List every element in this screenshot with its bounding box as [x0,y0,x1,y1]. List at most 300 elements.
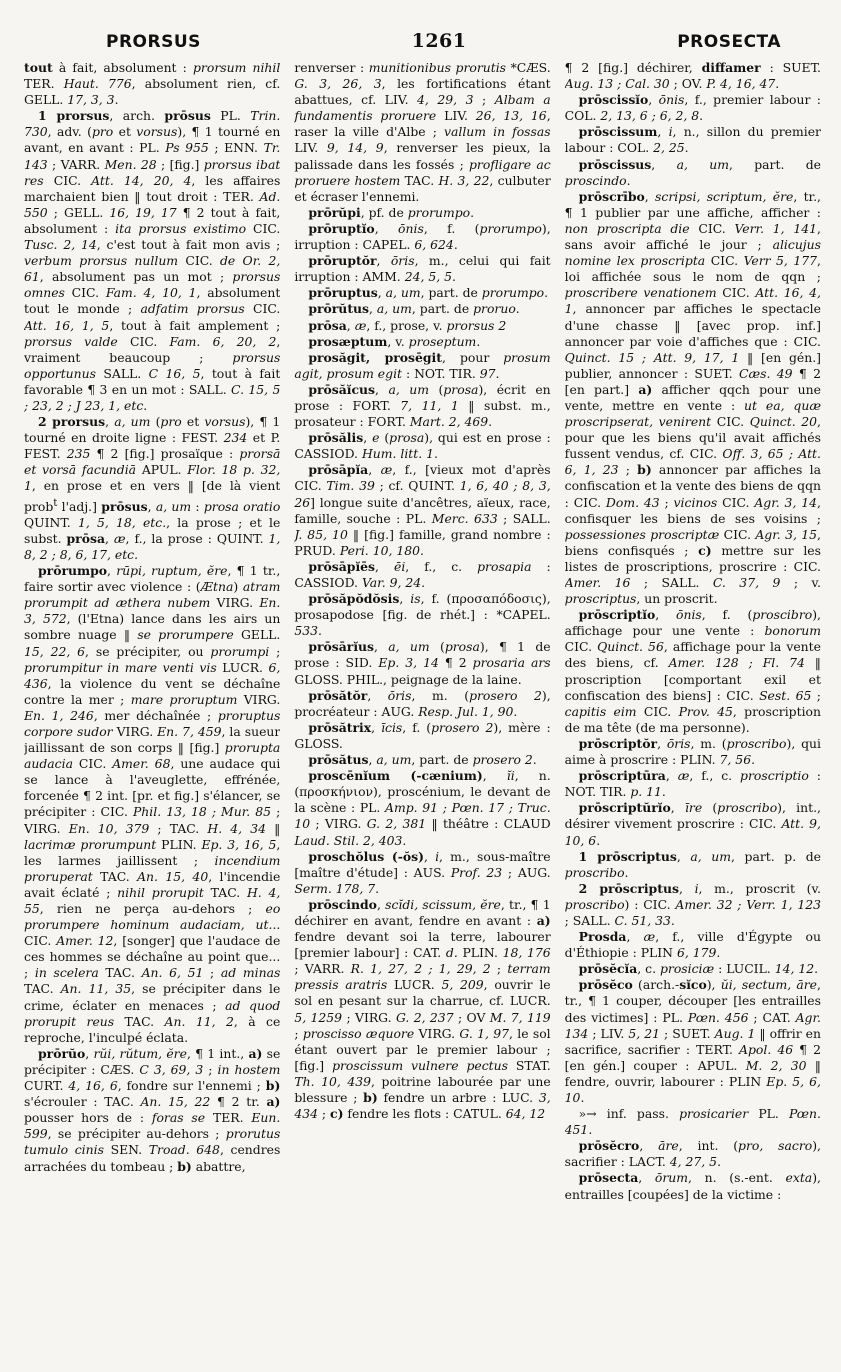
italic-text: pro [91,124,114,140]
entry-text: CIC. [705,253,744,269]
dictionary-entry [294,301,550,317]
italic-text: possessiones proscriptæ [564,526,720,542]
italic-text: Fam. 4, 10, 1 [105,285,197,301]
italic-text: prorumpo [479,220,542,236]
entry-text: , [374,639,389,655]
entry-text: ‖ [266,820,281,836]
entry-text: CIC. [64,285,106,301]
entry-text: GELL. [233,627,281,643]
italic-text: P. 4, 16, 47 [706,76,776,92]
italic-text: prorsus valde [24,333,118,349]
italic-text: 533 [294,623,318,639]
dictionary-entry [565,1138,821,1170]
column-1 [24,60,280,1372]
entry-text: *CÆS. [506,60,551,75]
italic-text: 1, 6, 40 ; 8, 3, 26 [294,478,551,510]
italic-text: H. 3, 22 [438,172,490,188]
dictionary-entry [565,157,821,189]
entry-text: , la sueur jaillissant de son corps ‖ [fig.] [24,723,281,756]
italic-text: G. 1, 97 [459,1025,509,1041]
italic-text: ut ea, quæ proscripserat, venirent [564,397,821,430]
entry-text: ( [379,430,390,446]
headword: prōsĕcro [578,1138,640,1154]
italic-text: Peri. 10, 180 [339,542,420,558]
italic-text: Aug. 1 [714,1025,756,1041]
entry-text: , [147,498,156,514]
italic-text: Quinct. 15 ; Att. 9, 17, 1 [564,349,740,365]
headword: prōsăĭcus [308,381,376,397]
column-3 [565,60,821,1372]
headword: prōruptŏr [308,253,377,269]
entry-text: ; [659,494,674,510]
entry-text: ; v. [780,575,821,590]
italic-text: Quinct. 56 [597,639,664,655]
entry-text: TAC. [400,172,439,188]
italic-text: Ad. 550 [24,188,281,220]
entry-text: , tr., ¶ 1 publier par une affiche, afficher : [564,188,821,220]
entry-text: SALL. [95,365,149,381]
italic-text: vicinos [673,494,718,510]
entry-text: SEN. [103,1142,149,1158]
dictionary-entry [565,1170,821,1202]
italic-text: G. 3, 26, 3 [294,76,382,92]
entry-text: . [453,237,458,253]
italic-text: prosero 2 [469,687,542,703]
entry-text: , raser la ville d'Albe ; [294,108,551,140]
italic-text: Mart. 2, 469 [409,414,489,430]
entry-text: , cendres arrachées du tombeau ; [24,1142,281,1174]
italic-text: Resp. Jul. 1, 90 [418,703,514,719]
entry-text: , c'est tout à fait mon avis ; [96,237,281,253]
entry-text: , la prose ; et le subst. [24,514,281,546]
italic-text: An. 6, 51 [141,965,204,981]
italic-text: 2, 25 [653,140,685,156]
entry-text: ), écrit en prose : FORT. [294,381,551,413]
entry-text: annoncer par affiches la confiscation et la vente des biens de qqn : CIC. [564,462,821,510]
italic-text: Aug. 13 ; Cal. 30 [564,76,670,92]
entry-text: pousser hors de : [24,1110,152,1126]
italic-text: 3, 434 [294,1090,551,1122]
entry-text: , part. de [420,285,482,301]
entry-text: , [371,719,382,735]
columns [24,60,821,1372]
italic-text: Amer. 16 [564,575,631,590]
entry-text: ‖ subst. m., prosateur : FORT. [294,397,551,430]
italic-text: Serm. 178, 7 [294,880,376,896]
entry-text: ; SALL. [497,510,551,526]
entry-text: , [655,607,677,623]
entry-text: , [346,317,355,333]
dictionary-entry [565,124,821,156]
entry-text: . [434,446,438,462]
italic-text: proscribere venationem [564,285,717,301]
entry-text: . [717,1154,722,1170]
entry-text: , f. ( [402,719,432,735]
entry-text: : LUCIL. [714,961,775,977]
entry-text: , f., c. [689,768,741,784]
entry-text: . [814,961,819,977]
italic-text: rūpi, ruptum, ĕre [116,563,228,579]
entry-text: , [644,188,656,204]
entry-text: , [songer] que l'audace de ces hommes se déchaîne au point que... ; [24,933,281,981]
headword: prōrumpo [38,563,108,579]
entry-text: . [419,542,424,558]
headword: prōruptĭo [308,220,375,236]
headword: prōsa [308,317,347,333]
entry-text: ¶ 2 [en part.] [564,365,821,397]
italic-text: e [372,430,380,446]
italic-text: Ep. 3, 14 [378,655,439,671]
italic-text: Pœn. 456 [687,1009,749,1025]
italic-text: Phil. 13, 18 ; Mur. 85 [132,804,272,820]
entry-text: ; [490,961,508,977]
entry-text: CIC. [244,301,281,317]
entry-text: ; [fig.] [156,156,204,172]
italic-text: capitis eim [564,703,637,719]
entry-text: ; OV. [669,76,707,92]
italic-text: G. 2, 381 [366,816,427,832]
entry-text: , confisquer les biens de ses voisins ; [564,494,821,526]
italic-text: prorsus omnes [24,269,281,301]
entry-text: ), sacrifier : LACT. [564,1138,821,1170]
italic-text: proscribo [564,864,625,880]
italic-text: ad quod prorupit reus [24,997,281,1029]
entry-text: CIC. [719,526,756,542]
italic-text: proscibro [752,607,813,623]
entry-text: ; VIRG. [24,804,281,836]
italic-text: 15, 22, 6 [24,643,86,659]
entry-text: ), ¶ 1 de prose : SID. [294,639,551,671]
entry-text: CIC. [636,703,679,719]
italic-text: a, um [388,639,430,655]
entry-text: TER. [205,1110,252,1126]
entry-text: . [588,1122,593,1138]
entry-text: . [143,397,148,413]
italic-text: prorutus tumulo cinis [24,1126,281,1158]
italic-text: se prorumpere [137,627,234,643]
entry-text: ‖ fendre, ouvrir, labourer : PLIN [564,1057,821,1089]
entry-text: et [113,124,137,140]
italic-text: bonorum [764,623,821,639]
italic-text: Amer. 32 ; Verr. 1, 123 [675,896,821,912]
entry-text: , proscription de ma tête (de ma personne). [564,703,821,735]
entry-text: , absolument rien, cf. GELL. [24,76,281,108]
italic-text: prosapia [477,558,532,574]
italic-text: Amer. 128 ; Fl. 74 [668,655,805,671]
headword: prosăgit, prosēgit [308,349,442,365]
italic-text: 6, 624 [414,237,454,253]
italic-text: ōris [666,735,691,751]
italic-text: æ [113,530,126,546]
entry-text: fendre devant soi la terre, labourer [premier labour] : CAT. [294,929,551,961]
italic-text: non proscripta die [564,220,690,236]
entry-text: , ouvrir le sol en pesant sur la charrue, cf. LUCR. [294,977,551,1009]
entry-text: , [651,156,677,172]
entry-text: ; VARR. [294,961,351,977]
headword: prōruptus [308,285,378,301]
entry-text: ; GELL. [47,204,110,220]
italic-text: scripsi, scriptum, ĕre [655,188,794,204]
entry-text: abattre, [191,1158,246,1174]
headword: Prosda [578,929,627,945]
dictionary-entry [565,961,821,977]
entry-text: , [376,253,391,269]
entry-text: , [670,800,685,816]
italic-text: Att. 16, 1, 5 [24,317,110,333]
dictionary-entry [565,929,821,961]
entry-text: , sans avoir affiché le jour ; [564,220,821,253]
italic-text: 64, 12 [505,1106,546,1122]
headword: prōrŭpi [308,204,361,220]
italic-text: En. 10, 379 [68,820,150,836]
italic-text: G. 2, 237 [395,1009,454,1025]
italic-text: Albam a fundamentis proruere [294,92,551,124]
italic-text: An. 11, 35 [60,981,132,997]
entry-text: , (l'Etna) lance dans les airs un sombre nuage ‖ [24,611,281,643]
italic-text: 4, 16, 6 [68,1078,118,1094]
entry-text: ; [811,687,821,703]
entry-text: , part. p. de [731,848,821,864]
entry-text: ), ¶ 1 tourné en avant, en avant : PL. [24,124,281,156]
entry-text: ( [150,414,161,430]
headword: prōscissĭo [578,92,649,108]
italic-text: 5, 1259 [294,1009,343,1025]
entry-text: , en prose et en vers ‖ [de là vient prob [24,478,281,514]
entry-text: . [114,92,119,108]
entry-text: , ¶ 1 int., [186,1045,249,1061]
entry-text: : [191,498,204,514]
italic-text: Dom. 43 [605,494,660,510]
entry-text: PLIN. [156,836,202,852]
entry-text: , f., la prose : QUINT. [125,530,269,546]
italic-text: prosiciæ [659,961,715,977]
italic-text: proscribo [564,896,625,912]
headword: prōscriptūra [578,768,666,784]
dictionary-entry [565,736,821,768]
headword: b) [265,1078,281,1094]
entry-text: , fondre sur l'ennemi ; [117,1078,266,1094]
entry-text: , [639,1138,659,1154]
italic-text: 18, 176 [502,945,551,961]
entry-text: ; VIRG. [342,1009,396,1025]
entry-text: , arch. [109,108,165,124]
entry-text: , loi affichée sous le nom de qqn ; [564,253,821,285]
italic-text: prosicarier [679,1106,749,1122]
dictionary-entry [565,189,821,607]
dictionary-entry [565,800,821,848]
italic-text: prorumpi [210,643,270,659]
headword: prōscriptĭo [578,607,656,623]
headword: prōsārĭus [308,639,375,655]
entry-text: , se précipiter dans le crime, éclater en menaces ; [24,981,281,1013]
entry-text: TAC. [114,1013,165,1029]
entry-text: ‖ [en gén.] publier, annoncer : SUET. [564,349,821,381]
entry-text: PLIN. [457,945,503,961]
headword: c) [330,1106,344,1122]
italic-text: J. 85, 10 [294,526,348,542]
entry-text: , [368,462,381,478]
italic-text: Ætna [200,579,234,595]
italic-text: lacrimæ prorumpunt [24,836,157,852]
entry-text: , [375,381,389,397]
entry-text: , [104,530,114,546]
italic-text: rŭi, rŭtum, ĕre [93,1045,187,1061]
italic-text: Verr. 1, 141 [734,220,818,236]
entry-text: ) [233,579,243,595]
entry-text: , se précipiter au-dehors ; [47,1126,226,1142]
dictionary-entry [565,1106,821,1138]
italic-text: vorsus [204,414,246,430]
italic-text: ēi [393,558,406,574]
entry-text: , f., c. [405,558,478,574]
italic-text: munitionibus prorutis [368,60,507,75]
italic-text: æ [677,768,690,784]
italic-text: H. 4, 34 [207,820,266,836]
headword: diffamer [701,60,761,75]
entry-text: . [716,945,721,961]
italic-text: 6, 436 [24,659,281,691]
dictionary-entry [24,108,280,414]
entry-text: , [678,880,695,896]
entry-text: . [670,912,675,928]
italic-text: is [410,591,421,607]
italic-text: i [668,124,673,140]
italic-text: H. 4, 55 [24,884,281,916]
dictionary-entry [294,849,550,897]
italic-text: adfatim prorsus [140,301,245,317]
italic-text: 7, 56 [719,752,752,768]
headword: prōrŭtus [308,301,370,317]
italic-text: prosa [444,639,480,655]
entry-text: , absolument pas un mot ; [39,269,233,285]
entry-text: , c. [637,961,660,977]
italic-text: Hum. litt. 1 [361,446,435,462]
entry-text: . [495,365,500,381]
entry-text: , renverser les pieux, la palissade dans les fossés ; [294,140,551,172]
entry-text: ), affichage pour une vente : [564,607,821,639]
entry-text: . [775,76,780,92]
entry-text: TER. [24,76,64,92]
entry-text: QUINT. [24,514,78,530]
entry-text: . [488,414,493,430]
entry-text: ¶ 2 [en gén.] couper : APUL. [564,1041,821,1073]
entry-text: ; VARR. [47,156,105,172]
entry-text: LIV. [436,108,476,124]
italic-text: proscriptio [740,768,809,784]
entry-text: t [53,496,58,509]
italic-text: proscindo [564,172,627,188]
dictionary-entry [565,977,821,1106]
entry-text: ), int., désirer vivement proscrire : CIC. [564,800,821,832]
italic-text: Agr. 3, 14 [754,494,818,510]
entry-text: ; SALL. [564,912,615,928]
italic-text: 4, 27, 5 [669,1154,718,1170]
entry-text: ; [473,92,495,108]
entry-text: . [476,333,481,349]
entry-text: ; CAT. [748,1009,796,1025]
entry-text: , [657,124,669,140]
entry-text: ), ¶ 1 tourné en droite ligne : FEST. [24,414,281,446]
italic-text: En. 1, 246 [24,707,94,723]
entry-text: , m., proscrit (v. [698,880,821,896]
entry-text: CIC. [564,639,598,655]
entry-text: STAT. [507,1057,551,1073]
entry-text: ¶ 2 [fig.] déchirer, [564,60,702,75]
entry-text: . [624,864,629,880]
entry-text: CURT. [24,1078,69,1094]
headword: prosæptum [308,333,388,349]
entry-text: , absolument tout le monde ; [24,285,281,317]
dictionary-entry [294,559,550,591]
entry-text: . [699,108,704,124]
italic-text: æ [380,462,393,478]
italic-text: prosa oratio [203,498,281,514]
italic-text: 97 [479,365,496,381]
entry-text: ; [294,1025,303,1041]
dictionary-entry [294,462,550,559]
entry-text: , m. ( [411,687,470,703]
headword: prōsa [66,530,105,546]
italic-text: æ [643,929,656,945]
italic-text: mare proruptum [130,691,238,707]
entry-text: . [515,301,520,317]
entry-text: VIRG. [210,595,260,611]
dictionary-entry [294,688,550,720]
italic-text: An. 15, 40 [137,868,209,884]
dictionary-entry [294,253,550,285]
italic-text: i [435,848,440,864]
italic-text: vallum in fossas [443,124,551,140]
italic-text: Att. 9, 10, 6 [564,816,821,848]
italic-text: foras se [151,1110,206,1126]
italic-text: Sest. 65 [759,687,812,703]
italic-text: Eun. 599 [24,1110,281,1142]
headword: a) [248,1045,263,1061]
italic-text: īcis [381,719,403,735]
italic-text: ad minas [220,965,281,981]
entry-text: TAC. [203,884,247,900]
entry-text: ; VIRG. [310,816,367,832]
italic-text: Amer. 68 [112,756,171,772]
italic-text: Men. 28 [104,156,157,172]
entry-text: : SUET. [760,60,821,75]
entry-text: ; SALL. [630,575,713,590]
entry-text: . [451,269,456,285]
italic-text: Verr 5, 177 [743,253,818,269]
entry-text: , culbuter et écraser l'ennemi. [294,172,551,204]
headword: sĭco [679,977,707,993]
headword: c) [698,542,712,558]
entry-text: . [421,575,426,590]
dictionary-entry [565,849,821,881]
italic-text: An. 11, 2 [164,1013,234,1029]
entry-text: ; LIV. [588,1025,629,1041]
entry-text: : NOT. TIR. [402,365,480,381]
italic-text: in hostem [217,1061,281,1077]
entry-text: ; [203,1061,218,1077]
dictionary-entry [294,382,550,430]
italic-text: īre [684,800,703,816]
entry-text: APUL. [136,462,188,478]
headword: prōscriptŏr [578,735,658,751]
entry-text: s'écrouler : TAC. [24,1094,141,1110]
entry-text: , pour que les biens qu'il avait affichés fussent vendus, cf. CIC. [564,414,821,462]
italic-text: ōris [390,253,415,269]
italic-text: prorsus opportunus [24,349,281,381]
italic-text: 5, 21 [628,1025,661,1041]
dictionary-entry [565,607,821,736]
entry-text: , pour [442,349,504,365]
